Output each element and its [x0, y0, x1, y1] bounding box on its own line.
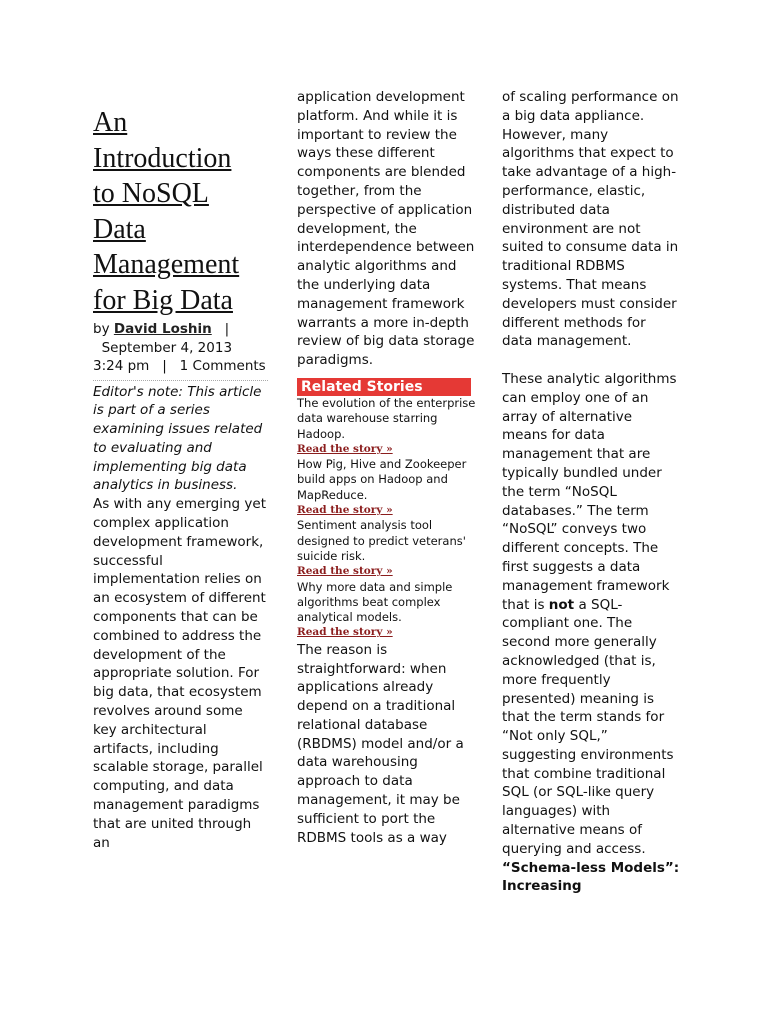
- publish-date: September 4, 2013: [101, 339, 233, 356]
- column-2: [297, 88, 477, 847]
- paragraph-text: a SQL-compliant one. The second more generally acknowledged (that is, more frequently presented) meaning is that the term stands for “Not only SQL,” suggesting environments that combine traditional SQL (or SQL-like query languages) with alternative means of querying and access.: [502, 596, 674, 857]
- body-paragraph: of scaling performance on a big data appliance. However, many algorithms that expect to take advantage of a high-performance, elastic, distributed data environment are not suited to consume data in traditional RDBMS systems. That means developers must consider different methods for data management.: [502, 89, 679, 350]
- title-line: Introduction: [93, 142, 232, 174]
- related-story-text: Why more data and simple algorithms beat complex analytical models.: [297, 579, 453, 625]
- related-story-text: How Pig, Hive and Zookeeper build apps on Hadoop and MapReduce.: [297, 457, 467, 502]
- byline-prefix: by: [93, 321, 110, 337]
- byline: [93, 320, 268, 376]
- related-stories-header: Related Stories: [297, 378, 471, 396]
- body-paragraph: application development platform. And while it is important to review the ways these different components are blended together, from the perspective of application development, the interdependence between analytic algorithms and the underlying data management framework warrants a more in-depth review of big data storage paradigms.: [297, 89, 475, 369]
- title-line: for Big Data: [93, 284, 233, 316]
- related-stories-list: [297, 396, 477, 641]
- body-paragraph: [502, 370, 680, 859]
- read-story-link[interactable]: Read the story »: [297, 504, 393, 517]
- read-story-link[interactable]: Read the story »: [297, 565, 393, 578]
- title-line: to NoSQL: [93, 178, 209, 209]
- column-1: [93, 105, 268, 852]
- column-3: [502, 88, 680, 896]
- comments-link[interactable]: 1 Comments: [179, 358, 266, 374]
- body-paragraph: The reason is straightforward: when applications already depend on a traditional relational database (RBDMS) model and/or a data warehousing approach to data management, it may be sufficient to port the RDBMS tools as a way: [297, 641, 464, 846]
- section-heading: “Schema-less Models”: Increasing: [502, 859, 680, 895]
- publish-time: 3:24 pm: [93, 358, 150, 374]
- paragraph-text: These analytic algorithms can employ one of an array of alternative means for data management that are typically bundled under the term “NoSQL databases.” The term “NoSQL” conveys two different concepts. The first suggests a data management framework that is: [502, 370, 677, 613]
- editors-note: Editor's note: This article is part of a series examining issues related to evaluating and implementing big data analytics in business.: [93, 383, 263, 494]
- title-line: Data: [93, 213, 146, 245]
- title-line: Management: [93, 249, 240, 280]
- byline-separator: |: [162, 358, 167, 374]
- read-story-link[interactable]: Read the story »: [297, 626, 393, 639]
- body-paragraph: As with any emerging yet complex application development framework, successful implementation relies on an ecosystem of different components that can be combined to address the development of the appropriate solution. For big data, that ecosystem revolves around some key architectural artifacts, including scalable storage, parallel computing, and data management paradigms that are united through an: [93, 496, 267, 851]
- read-story-link[interactable]: Read the story »: [297, 442, 393, 455]
- byline-divider: [93, 380, 268, 381]
- related-story-text: The evolution of the enterprise data warehouse starring Hadoop.: [297, 395, 476, 441]
- article-title: [93, 105, 268, 318]
- related-story-text: Sentiment analysis tool designed to predict veterans' suicide risk.: [297, 518, 466, 563]
- byline-separator: |: [224, 321, 230, 337]
- author-link[interactable]: David Loshin: [113, 321, 212, 337]
- emphasis-not: not: [548, 596, 575, 613]
- title-line: An: [93, 107, 128, 138]
